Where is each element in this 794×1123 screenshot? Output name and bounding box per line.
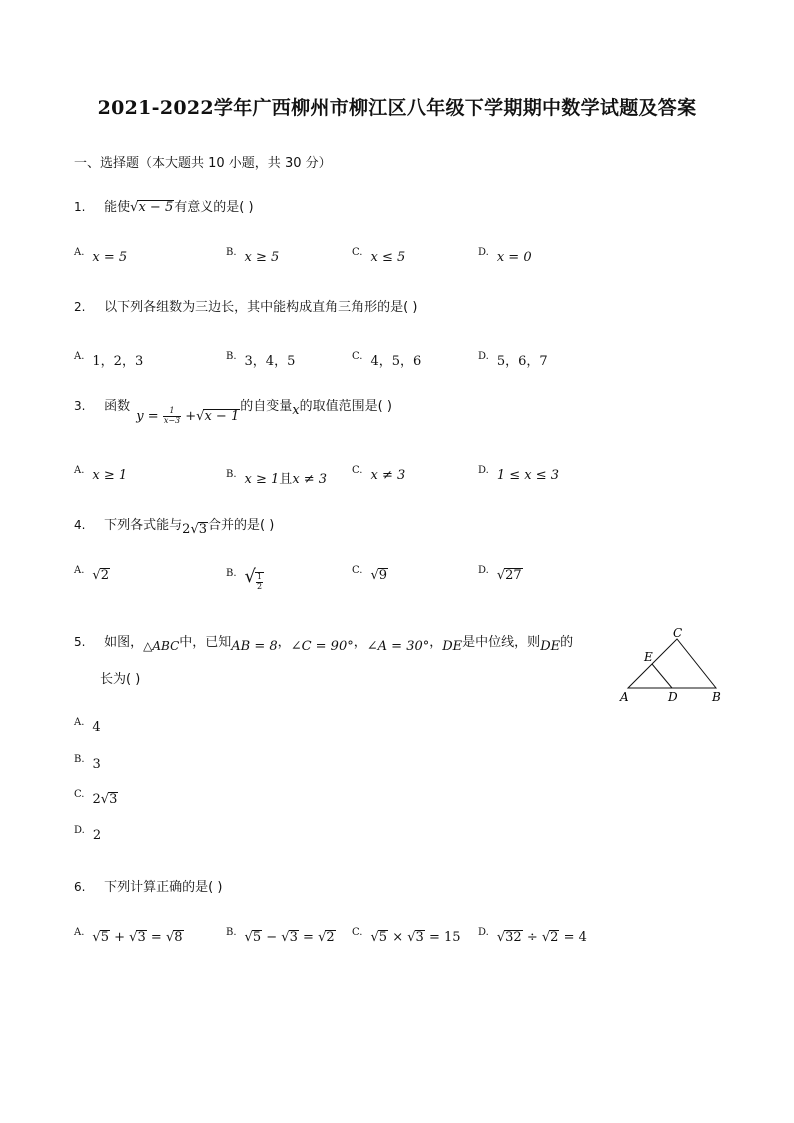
radicand: 5 bbox=[100, 930, 109, 945]
coefficient: 2 bbox=[182, 522, 191, 537]
label-c: C bbox=[673, 626, 683, 640]
sqrt-sign: √ bbox=[196, 409, 205, 424]
plus-sign: + bbox=[185, 409, 197, 424]
radicand: 27 bbox=[505, 568, 522, 583]
option-c bbox=[74, 789, 118, 807]
math-expr: ∠C = 90° bbox=[290, 639, 354, 654]
option-label: C. bbox=[352, 247, 363, 258]
option-text: 4 bbox=[92, 720, 101, 735]
question-6 bbox=[74, 876, 222, 895]
question-number: 2. bbox=[74, 300, 86, 314]
stem-text: 有意义的是 bbox=[174, 200, 240, 215]
option-b: $^{B.}$ √5 − √3 = √2 bbox=[226, 927, 335, 945]
stem-text: 能使 bbox=[104, 200, 131, 215]
stem-text: 以下列各组数为三边长，其中能构成直角三角形的是 bbox=[104, 300, 404, 315]
label-d: D bbox=[668, 690, 678, 704]
stem-text: 是中位线，则 bbox=[462, 635, 541, 650]
math-expr: DE bbox=[540, 639, 561, 654]
option-label: A. bbox=[74, 717, 85, 728]
stem-text: 如图， bbox=[104, 635, 144, 650]
radicand: 5 bbox=[378, 930, 388, 945]
option-b bbox=[226, 468, 327, 487]
radicand: 9 bbox=[378, 568, 388, 583]
section-heading: 一、选择题（本大题共 10 小题，共 30 分） bbox=[74, 156, 332, 171]
question-number: 3. bbox=[74, 399, 86, 413]
answer-paren: ( ) bbox=[126, 672, 141, 687]
midline-de bbox=[652, 664, 672, 688]
option-text: x ≠ 3 bbox=[370, 468, 406, 483]
option-label: C. bbox=[352, 351, 363, 362]
radicand: x − 1 bbox=[204, 409, 240, 424]
stem-text: 长为 bbox=[100, 672, 127, 687]
option-d bbox=[478, 465, 560, 483]
question-3 bbox=[74, 395, 392, 425]
option-text: x ≥ 5 bbox=[244, 250, 280, 265]
question-4 bbox=[74, 514, 275, 537]
option-text: x = 0 bbox=[496, 250, 532, 265]
option-c: $^{C.}$ √5 × √3 = 15 bbox=[352, 927, 461, 945]
option-label: B. bbox=[226, 568, 237, 579]
sqrt-sign: √ bbox=[370, 568, 379, 583]
stem-text: 下列计算正确的是 bbox=[104, 880, 209, 895]
option-text: 且 bbox=[279, 472, 293, 487]
option-label: B. bbox=[74, 754, 85, 765]
radicand: 2 bbox=[550, 930, 559, 945]
sqrt-sign: √ bbox=[130, 200, 139, 215]
label-a: A bbox=[620, 690, 629, 704]
radicand: 3 bbox=[109, 792, 118, 807]
radicand bbox=[255, 572, 264, 592]
coefficient: 2 bbox=[92, 792, 101, 807]
option-label: A. bbox=[74, 927, 85, 938]
option-label: A. bbox=[74, 465, 85, 476]
triangle-abc bbox=[628, 639, 716, 688]
option-text: 1，2，3 bbox=[92, 354, 144, 369]
option-text: x ≥ 1 bbox=[92, 468, 128, 483]
option-label: B. bbox=[226, 469, 237, 480]
operator: = 4 bbox=[563, 930, 587, 945]
answer-paren: ( ) bbox=[377, 399, 392, 414]
option-text: 3 bbox=[92, 757, 101, 772]
option-label: C. bbox=[352, 927, 363, 938]
radicand: 3 bbox=[198, 522, 208, 537]
option-c bbox=[352, 350, 421, 369]
option-d bbox=[74, 825, 102, 843]
option-label: B. bbox=[226, 351, 237, 362]
option-c bbox=[352, 247, 406, 265]
question-number: 6. bbox=[74, 880, 86, 894]
stem-text: 的自变量 bbox=[240, 399, 293, 414]
option-text: 4，5，6 bbox=[370, 354, 422, 369]
question-5-line2 bbox=[100, 668, 140, 687]
radicand: 2 bbox=[100, 568, 109, 583]
option-label: C. bbox=[352, 565, 363, 576]
option-c bbox=[352, 565, 388, 583]
option-b bbox=[226, 566, 264, 591]
option-label: C. bbox=[74, 789, 85, 800]
numerator: 1 bbox=[163, 407, 181, 417]
question-number: 5. bbox=[74, 635, 86, 649]
option-a: $^{A.}$ √5 + √3 = √8 bbox=[74, 927, 183, 945]
radicand: 32 bbox=[505, 930, 522, 945]
option-text: x ≠ 3 bbox=[292, 472, 328, 487]
option-b bbox=[226, 350, 295, 369]
radicand: 8 bbox=[174, 930, 183, 945]
option-text: 3，4，5 bbox=[244, 354, 296, 369]
option-text: x ≥ 1 bbox=[244, 472, 280, 487]
stem-text: 合并的是 bbox=[208, 518, 261, 533]
option-b bbox=[226, 247, 280, 265]
stem-text: 中，已知 bbox=[179, 635, 232, 650]
operator: + bbox=[114, 930, 126, 945]
option-label: A. bbox=[74, 247, 85, 258]
option-label: B. bbox=[226, 247, 237, 258]
stem-text: 的 bbox=[560, 635, 574, 650]
question-5: 5. 如图，△ABC中，已知AB = 8，∠C = 90°，∠A = 30°，DE是中位线，则DE的 bbox=[74, 635, 574, 654]
option-d: $^{D.}$ √32 ÷ √2 = 4 bbox=[478, 927, 587, 945]
label-e: E bbox=[644, 650, 653, 664]
sqrt-sign: √ bbox=[190, 522, 199, 537]
answer-paren: ( ) bbox=[260, 518, 275, 533]
radicand: 3 bbox=[289, 930, 298, 945]
question-1 bbox=[74, 196, 254, 215]
option-a bbox=[74, 350, 143, 369]
sqrt-sign: √ bbox=[496, 568, 506, 583]
label-b: B bbox=[712, 690, 721, 704]
radicand: x − 5 bbox=[138, 200, 174, 215]
option-label: D. bbox=[478, 565, 489, 576]
option-d bbox=[478, 247, 532, 265]
triangle-label: △ABC bbox=[143, 639, 180, 653]
radicand: 3 bbox=[415, 930, 424, 945]
expr-y: y = bbox=[136, 409, 159, 424]
question-number: 4. bbox=[74, 518, 86, 532]
option-text: 5，6，7 bbox=[496, 354, 548, 369]
option-label: A. bbox=[74, 565, 85, 576]
sqrt-sign: √ bbox=[92, 568, 101, 583]
option-a bbox=[74, 247, 128, 265]
operator: ÷ bbox=[526, 930, 538, 945]
denominator: x−3 bbox=[163, 416, 181, 425]
operator: − bbox=[266, 930, 278, 945]
radicand: 5 bbox=[252, 930, 262, 945]
option-text: 1 ≤ x ≤ 3 bbox=[496, 468, 560, 483]
math-expr: AB = 8 bbox=[231, 639, 278, 654]
stem-text: 函数 bbox=[104, 399, 131, 414]
option-label: D. bbox=[478, 465, 489, 476]
operator: × bbox=[392, 930, 404, 945]
option-d bbox=[478, 350, 548, 369]
radicand: 2 bbox=[326, 930, 335, 945]
option-text: 2 bbox=[92, 828, 102, 843]
fraction bbox=[163, 407, 181, 426]
stem-text: 下列各式能与 bbox=[104, 518, 183, 533]
document-title: 2021-2022学年广西柳州市柳江区八年级下学期期中数学试题及答案 bbox=[97, 97, 697, 119]
operator: = bbox=[150, 930, 162, 945]
stem-text: 的取值范围是 bbox=[299, 399, 378, 414]
option-label: D. bbox=[478, 247, 489, 258]
sqrt-sign: √ bbox=[100, 792, 110, 807]
option-label: D. bbox=[74, 825, 85, 836]
triangle-figure bbox=[612, 622, 732, 706]
answer-paren: ( ) bbox=[403, 300, 418, 315]
fraction bbox=[256, 573, 263, 592]
option-text: x = 5 bbox=[92, 250, 128, 265]
math-expr: ∠A = 30° bbox=[366, 639, 430, 654]
denominator: 2 bbox=[257, 582, 263, 591]
numerator: 1 bbox=[257, 572, 263, 582]
function-expression bbox=[136, 407, 240, 426]
question-number: 1. bbox=[74, 200, 86, 214]
option-a bbox=[74, 717, 101, 735]
option-label: C. bbox=[352, 465, 363, 476]
option-label: B. bbox=[226, 927, 237, 938]
answer-paren: ( ) bbox=[239, 200, 254, 215]
option-a bbox=[74, 565, 110, 583]
option-a bbox=[74, 465, 128, 483]
math-expr: DE bbox=[442, 639, 463, 654]
option-text: x ≤ 5 bbox=[370, 250, 406, 265]
operator: = 15 bbox=[428, 930, 461, 945]
question-2 bbox=[74, 296, 417, 315]
option-label: A. bbox=[74, 351, 85, 362]
option-b bbox=[74, 754, 101, 772]
option-label: D. bbox=[478, 351, 489, 362]
operator: = bbox=[303, 930, 314, 945]
option-c bbox=[352, 465, 406, 483]
sqrt-sign: √ bbox=[244, 566, 257, 587]
variable: x bbox=[292, 403, 300, 418]
radicand: 3 bbox=[137, 930, 146, 945]
option-d bbox=[478, 565, 523, 583]
answer-paren: ( ) bbox=[208, 880, 223, 895]
option-label: D. bbox=[478, 927, 489, 938]
